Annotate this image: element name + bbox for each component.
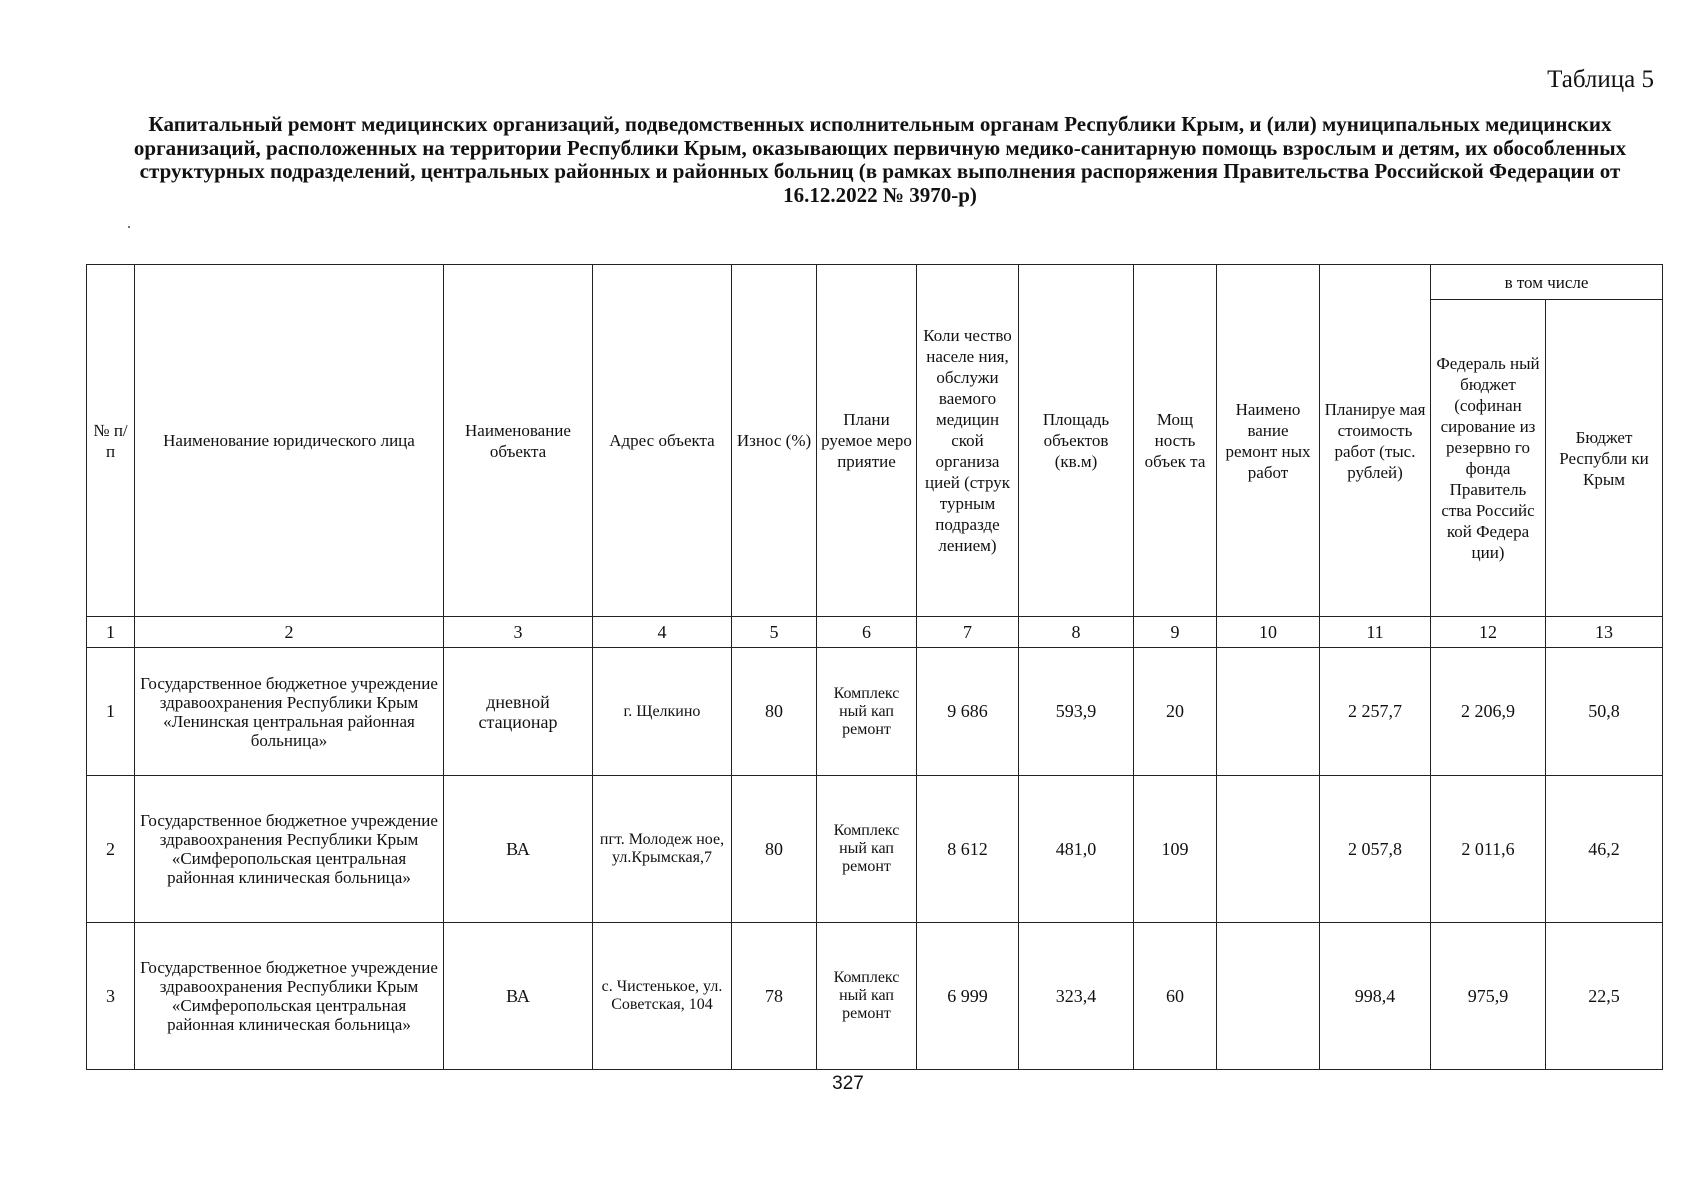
address-cell: с. Чистенькое, ул. Советская, 104 <box>593 923 732 1070</box>
works-cell <box>1217 648 1320 776</box>
area-cell: 481,0 <box>1019 776 1134 923</box>
activity-cell: Комплекс ный кап ремонт <box>817 923 917 1070</box>
row-number: 3 <box>87 923 135 1070</box>
capacity-cell: 109 <box>1134 776 1217 923</box>
column-number: 3 <box>444 617 593 648</box>
header-works: Наимено вание ремонт ных работ <box>1217 265 1320 617</box>
wear-cell: 80 <box>732 648 817 776</box>
legal-entity-cell: Государственное бюджетное учреждение здравоохранения Республики Крым «Симферопольская центральная районная клиническая больница» <box>135 776 444 923</box>
page-number: 327 <box>832 1073 864 1094</box>
works-cell <box>1217 776 1320 923</box>
cost-cell: 998,4 <box>1320 923 1431 1070</box>
object-cell: ВА <box>444 776 593 923</box>
wear-cell: 78 <box>732 923 817 1070</box>
header-legal-entity: Наименование юридического лица <box>135 265 444 617</box>
legal-entity-cell: Государственное бюджетное учреждение здравоохранения Республики Крым «Симферопольская центральная районная клиническая больница» <box>135 923 444 1070</box>
column-number: 10 <box>1217 617 1320 648</box>
column-number: 13 <box>1546 617 1663 648</box>
header-area: Площадь объектов (кв.м) <box>1019 265 1134 617</box>
capacity-cell: 20 <box>1134 648 1217 776</box>
column-number: 9 <box>1134 617 1217 648</box>
column-number: 2 <box>135 617 444 648</box>
document-title: Капитальный ремонт медицинских организаций, подведомственных исполнительным органам Республики Крым, и (или) муниципальных медицинских организаций, расположенных на территории Республики Крым, оказывающих первичную медико-санитарную помощь взрослым и детям, их обособленных структурных подразделений, центральных районных и районных больниц (в рамках выполнения распоряжения Правительства Российской Федерации от 16.12.2022 № 3970-р) <box>133 112 1627 207</box>
cost-cell: 2 257,7 <box>1320 648 1431 776</box>
column-number: 11 <box>1320 617 1431 648</box>
column-number: 5 <box>732 617 817 648</box>
row-number: 2 <box>87 776 135 923</box>
population-cell: 9 686 <box>917 648 1019 776</box>
federal-budget-cell: 975,9 <box>1431 923 1546 1070</box>
header-federal-budget: Федераль ный бюджет (софинан сирование из резервно го фонда Правитель ства Российс кой Федера ции) <box>1431 300 1546 617</box>
header-population: Коли чество населе ния, обслужи ваемого медицин ской организа цией (струк турным подразде лением) <box>917 265 1019 617</box>
regional-budget-cell: 22,5 <box>1546 923 1663 1070</box>
federal-budget-cell: 2 206,9 <box>1431 648 1546 776</box>
population-cell: 6 999 <box>917 923 1019 1070</box>
table-row <box>87 923 1663 1070</box>
address-cell: г. Щелкино <box>593 648 732 776</box>
activity-cell: Комплекс ный кап ремонт <box>817 776 917 923</box>
header-regional-budget: Бюджет Республи ки Крым <box>1546 300 1663 617</box>
federal-budget-cell: 2 011,6 <box>1431 776 1546 923</box>
header-wear: Износ (%) <box>732 265 817 617</box>
wear-cell: 80 <box>732 776 817 923</box>
table-row <box>87 648 1663 776</box>
regional-budget-cell: 50,8 <box>1546 648 1663 776</box>
header-object: Наименование объекта <box>444 265 593 617</box>
legal-entity-cell: Государственное бюджетное учреждение здравоохранения Республики Крым «Ленинская центральная районная больница» <box>135 648 444 776</box>
cost-cell: 2 057,8 <box>1320 776 1431 923</box>
activity-cell: Комплекс ный кап ремонт <box>817 648 917 776</box>
population-cell: 8 612 <box>917 776 1019 923</box>
row-number: 1 <box>87 648 135 776</box>
area-cell: 593,9 <box>1019 648 1134 776</box>
area-cell: 323,4 <box>1019 923 1134 1070</box>
column-numbers-row <box>87 617 1663 648</box>
column-number: 4 <box>593 617 732 648</box>
column-number: 1 <box>87 617 135 648</box>
capacity-cell: 60 <box>1134 923 1217 1070</box>
header-group-including: в том числе <box>1431 265 1663 300</box>
capital-repair-table <box>86 264 1663 1070</box>
object-cell: ВА <box>444 923 593 1070</box>
header-number: № п/п <box>87 265 135 617</box>
column-number: 12 <box>1431 617 1546 648</box>
address-cell: пгт. Молодеж ное, ул.Крымская,7 <box>593 776 732 923</box>
header-address: Адрес объекта <box>593 265 732 617</box>
column-number: 8 <box>1019 617 1134 648</box>
column-number: 7 <box>917 617 1019 648</box>
table-number: Таблица 5 <box>1547 66 1654 93</box>
header-cost: Планируе мая стоимость работ (тыс. рублей) <box>1320 265 1431 617</box>
works-cell <box>1217 923 1320 1070</box>
header-activity: Плани руемое меро приятие <box>817 265 917 617</box>
regional-budget-cell: 46,2 <box>1546 776 1663 923</box>
table-row <box>87 776 1663 923</box>
object-cell: дневной стационар <box>444 648 593 776</box>
header-capacity: Мощ ность объек та <box>1134 265 1217 617</box>
column-number: 6 <box>817 617 917 648</box>
stray-mark <box>128 226 130 228</box>
